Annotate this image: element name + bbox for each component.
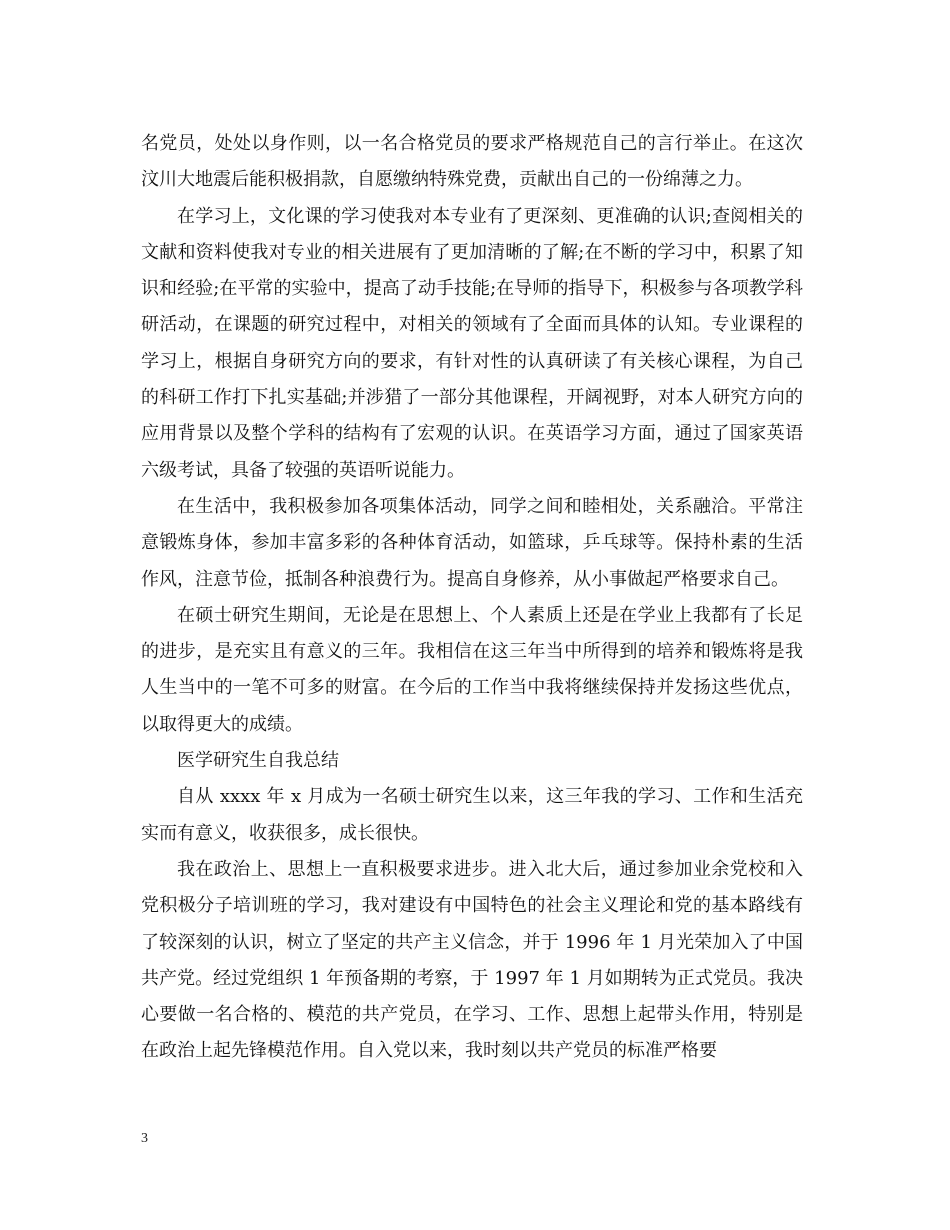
paragraph-politics: 我在政治上、思想上一直积极要求进步。进入北大后，通过参加业余党校和入党积极分子培训班的学习，我对建设有中国特色的社会主义理论和党的基本路线有了较深刻的认识，树立了坚定的共产主义信念，并于 1996 年 1 月光荣加入了中国共产党。经过党组织 1 年预备期的考察，于 1997 年 1 月如期转为正式党员。我决心要做一名合格的、模范的共产党员，在学习、工作、思想上起带头作用，特别是在政治上起先锋模范作用。自入党以来，我时刻以共产党员的标准严格要	[141, 858, 803, 1062]
paragraph-summary: 在硕士研究生期间，无论是在思想上、个人素质上还是在学业上我都有了长足的进步，是充实且有意义的三年。我相信在这三年当中所得到的培养和锻炼将是我人生当中的一笔不可多的财富。在今后的工作当中我将继续保持并发扬这些优点，以取得更大的成绩。	[141, 604, 803, 735]
page-number: 3	[141, 1131, 148, 1146]
section-heading: 医学研究生自我总结	[177, 750, 339, 772]
paragraph-party-member: 名党员，处处以身作则，以一名合格党员的要求严格规范自己的言行举止。在这次汶川大地震后能积极捐款，自愿缴纳特殊党费，贡献出自己的一份绵薄之力。	[141, 133, 803, 191]
paragraph-life: 在生活中，我积极参加各项集体活动，同学之间和睦相处，关系融洽。平常注意锻炼身体，参加丰富多彩的各种体育活动，如篮球，乒乓球等。保持朴素的生活作风，注意节俭，抵制各种浪费行为。提高自身修养，从小事做起严格要求自己。	[141, 495, 803, 590]
document-body	[141, 126, 803, 1070]
paragraph-study: 在学习上，文化课的学习使我对本专业有了更深刻、更准确的认识;查阅相关的文献和资料使我对专业的相关进展有了更加清晰的了解;在不断的学习中，积累了知识和经验;在平常的实验中，提高了动手技能;在导师的指导下，积极参与各项教学科研活动，在课题的研究过程中，对相关的领域有了全面而具体的认知。专业课程的学习上，根据自身研究方向的要求，有针对性的认真研读了有关核心课程，为自己的科研工作打下扎实基础;并涉猎了一部分其他课程，开阔视野，对本人研究方向的应用背景以及整个学科的结构有了宏观的认识。在英语学习方面，通过了国家英语六级考试，具备了较强的英语听说能力。	[141, 205, 803, 481]
paragraph-intro: 自从 xxxx 年 x 月成为一名硕士研究生以来，这三年我的学习、工作和生活充实而有意义，收获很多，成长很快。	[141, 786, 803, 844]
